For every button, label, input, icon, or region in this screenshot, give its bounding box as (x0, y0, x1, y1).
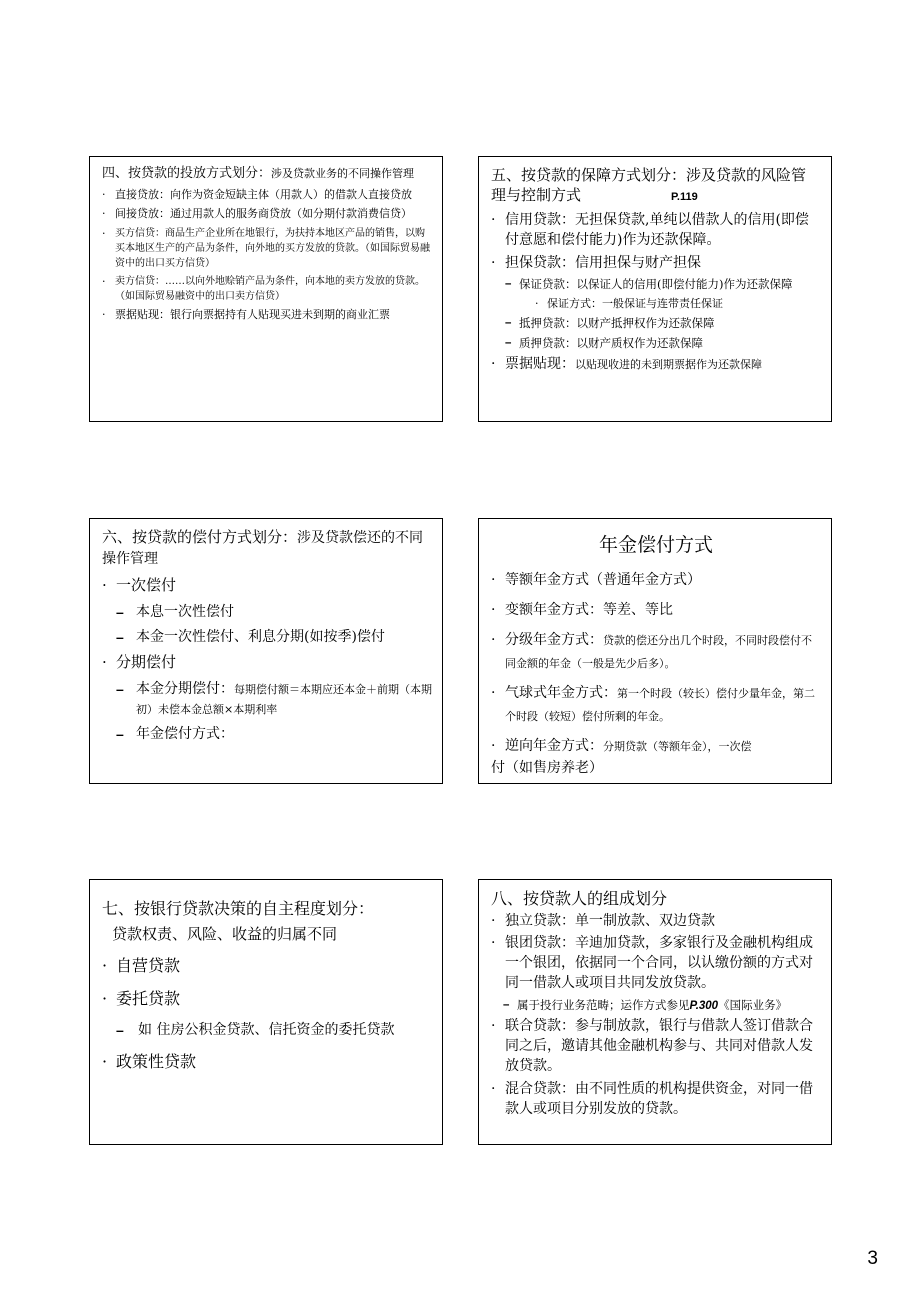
bullet-icon: · (491, 255, 496, 272)
bullet-icon: · (491, 211, 496, 228)
bullet-icon: · (491, 632, 496, 649)
bullet-icon: · (102, 207, 106, 221)
slide-annuity-repayment (478, 518, 832, 784)
list-item: · 逆向年金方式：分期贷款（等额年金），一次偿 (491, 735, 821, 757)
dash-icon: – (116, 726, 124, 743)
dash-icon: – (116, 603, 124, 620)
list-item: · 混合贷款：由不同性质的机构提供资金，对同一借款人或项目分别发放的贷款。 (491, 1081, 813, 1117)
list-item: · 分期偿付 (102, 652, 432, 674)
page-number: 3 (867, 1248, 878, 1269)
list-item-continuation: 付（如售房养老） (491, 760, 603, 777)
bullet-icon: · (535, 297, 539, 311)
list-item: · 委托贷款 (102, 987, 432, 1010)
list-item: · 政策性贷款 (102, 1050, 432, 1073)
list-subitem: – 抵押贷款：以财产抵押权作为还款保障 (505, 316, 715, 330)
list-subitem: – 如 住房公积金贷款、信托资金的委托贷款 (102, 1020, 432, 1040)
bullet-icon: · (491, 737, 496, 754)
bullet-icon: · (102, 955, 108, 975)
dash-icon: – (116, 1021, 124, 1038)
dash-icon: – (116, 680, 124, 697)
slide-lending-method (89, 156, 443, 422)
slide-title: 四、按贷款的投放方式划分：涉及贷款业务的不同操作管理 (102, 166, 415, 181)
list-subitem: – 本息一次性偿付 (102, 602, 432, 622)
bullet-icon: · (102, 575, 107, 594)
dash-icon: – (505, 278, 512, 291)
list-item: · 银团贷款：辛迪加贷款，多家银行及金融机构组成一个银团，依据同一个合同，以认缴份额的方式对同一借款人或项目共同发放贷款。 (491, 935, 813, 992)
slide-title: 年金偿付方式 (598, 534, 713, 556)
list-subitem: – 本金一次性偿付、利息分期(如按季)偿付 (102, 627, 432, 647)
list-item: · 气球式年金方式：第一个时段（较长）偿付少量年金，第二个时段（较短）偿付所剩的年金。 (491, 682, 821, 727)
list-subitem: – 年金偿付方式： (102, 724, 432, 744)
list-item: · 自营贷款 (102, 954, 432, 977)
bullet-icon: · (102, 187, 106, 201)
list-item: · 间接贷放：通过用款人的服务商贷放（如分期付款消费信贷） (102, 206, 432, 223)
list-item: · 卖方信贷：……以向外地赊销产品为条件，向本地的卖方发放的贷款。 （如国际贸易融资中的出口卖方信贷） (102, 274, 425, 302)
list-item: · 信用贷款：无担保贷款,单纯以借款人的信用(即偿付意愿和偿付能力)作为还款保障。 (491, 211, 809, 248)
slide-repayment-method (89, 518, 443, 784)
slide-title: 五、按贷款的保障方式划分：涉及贷款的风险管理与控制方式 P.119 (491, 166, 807, 205)
bullet-icon: · (491, 1081, 496, 1098)
dash-icon: – (505, 336, 512, 349)
bullet-icon: · (491, 602, 496, 619)
bullet-icon: · (491, 571, 496, 588)
list-item: · 等额年金方式（普通年金方式） (491, 569, 821, 591)
bullet-icon: · (491, 935, 496, 952)
page-reference: P.119 (671, 191, 698, 204)
list-subitem: – 质押贷款：以财产质权作为还款保障 (505, 335, 703, 350)
bullet-icon: · (102, 274, 106, 288)
slide-decision-autonomy (89, 879, 443, 1145)
bullet-icon: · (102, 653, 107, 672)
list-item: · 票据贴现：以贴现收进的未到期票据作为还款保障 (491, 354, 821, 374)
list-subitem: – 本金分期偿付：每期偿付额＝本期应还本金＋前期（本期初）未偿本金总额×本期利率 (116, 680, 432, 717)
bullet-icon: · (102, 226, 106, 240)
dash-icon: – (505, 317, 512, 329)
bullet-icon: · (491, 685, 496, 702)
list-subitem: – 属于投行业务范畴；运作方式参见P.300《国际业务》 (503, 998, 788, 1013)
list-item: · 担保贷款：信用担保与财产担保 (491, 253, 821, 273)
dash-icon: – (116, 628, 124, 645)
bullet-icon: · (102, 307, 106, 321)
bullet-icon: · (491, 912, 496, 929)
slide-title: 七、按银行贷款决策的自主程度划分： 贷款权责、风险、收益的归属不同 (102, 899, 375, 943)
list-item: · 独立贷款：单一制放款、双边贷款 (491, 912, 821, 932)
list-item: · 票据贴现：银行向票据持有人贴现买进未到期的商业汇票 (102, 307, 432, 324)
list-item: · 买方信贷：商品生产企业所在地银行，为扶持本地区产品的销售，以购买本地区生产的产品为条件，向外地的买方发放的贷款。（如国际贸易融资中的出口买方信贷） (102, 226, 430, 269)
list-subitem: – 保证贷款：以保证人的信用(即偿付能力)作为还款保障 (505, 277, 793, 292)
bullet-icon: · (491, 356, 496, 373)
slide-title: 八、按贷款人的组成划分 (491, 889, 668, 908)
list-item: · 直接贷放：向作为资金短缺主体（用款人）的借款人直接贷放 (102, 187, 432, 204)
slide-lender-composition (478, 879, 832, 1145)
list-item: · 分级年金方式：贷款的偿还分出几个时段，不同时段偿付不同金额的年金（一般是先少后多）。 (491, 629, 821, 674)
list-item: · 一次偿付 (102, 575, 432, 597)
bullet-icon: · (102, 1052, 108, 1072)
bullet-icon: · (491, 1018, 496, 1035)
slide-title: 六、按贷款的偿付方式划分：涉及贷款偿还的不同操作管理 (102, 528, 424, 567)
list-subitem: · 保证方式：一般保证与连带责任保证 (535, 297, 723, 311)
list-item: · 变额年金方式：等差、等比 (491, 599, 821, 621)
bullet-icon: · (102, 988, 108, 1008)
dash-icon: – (503, 999, 510, 1012)
slide-guarantee-method (478, 156, 832, 422)
list-item: · 联合贷款：参与制放款，银行与借款人签订借款合同之后，邀请其他金融机构参与、共同对借款人发放贷款。 (491, 1018, 813, 1075)
